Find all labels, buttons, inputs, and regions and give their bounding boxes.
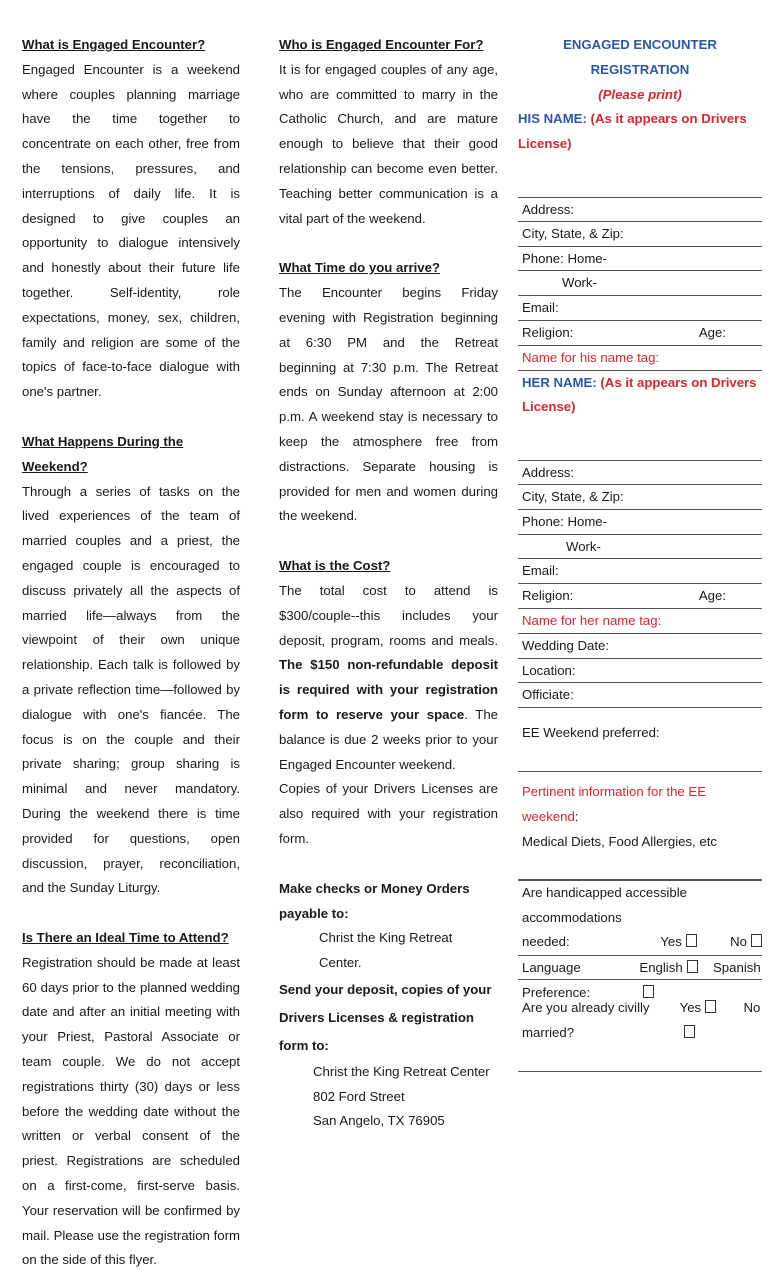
section-heading: What Time do you arrive? <box>279 260 440 276</box>
her-city-field[interactable]: City, State, & Zip: <box>518 485 762 510</box>
his-phone-home-field[interactable]: Phone: Home- <box>518 247 762 272</box>
column-1 <box>22 33 240 1273</box>
her-tag-field[interactable]: Name for her name tag: <box>518 609 762 634</box>
bottom-line <box>518 1046 762 1072</box>
handicapped-row: needed: Yes No <box>518 930 762 955</box>
his-religion-age-row[interactable]: Religion: Age: <box>518 321 762 346</box>
civil-yes-checkbox[interactable] <box>705 1000 716 1013</box>
ee-weekend-field[interactable]: EE Weekend preferred: <box>518 722 762 772</box>
section-body: Engaged Encounter is a weekend where couples planning marriage have the time together to concentrate on each other, free from the tensions, pressures, and interruptions of daily life. It is designed to give couples an opportunity to dialogue intensively and honestly about their future life together. Self-identity, role expectations, money, sex, children, family and religion are some of the topics of face-to-face dialogue with one's partner. <box>22 61 240 400</box>
his-tag-field[interactable]: Name for his name tag: <box>518 346 762 371</box>
handicapped-question: Are handicapped accessible accommodations <box>518 880 762 931</box>
civil-no-checkbox[interactable] <box>684 1025 695 1038</box>
his-city-field[interactable]: City, State, & Zip: <box>518 222 762 247</box>
pertinent-row: Pertinent information for the EE weekend: <box>522 784 706 824</box>
her-phone-work-field[interactable]: Work- <box>518 535 762 560</box>
his-email-field[interactable]: Email: <box>518 296 762 321</box>
address-line: Christ the King Retreat Center <box>313 1063 490 1079</box>
officiate-field[interactable]: Officiate: <box>518 683 762 708</box>
please-print: (Please print) <box>598 86 682 102</box>
section-heading: Who is Engaged Encounter For? <box>279 37 484 52</box>
section-heading: Is There an Ideal Time to Attend? <box>22 930 229 946</box>
her-phone-home-field[interactable]: Phone: Home- <box>518 510 762 535</box>
wedding-date-field[interactable]: Wedding Date: <box>518 634 762 659</box>
section-body: Through a series of tasks on the lived experiences of the team of married couples and a priest, the engaged couple is encouraged to discuss privately all the aspects of married life—always from the viewpoint of their own unique relationship. Each talk is followed by a private reflection time—followed by dialogue with one's fiancée. The focus is on the couple and their private sharing; group sharing is minimal and never mandatory. During the weekend there is time provided for questions, open discussion, prayer, reconciliation, and the Sunday Liturgy. <box>22 483 240 896</box>
section-body: It is for engaged couples of any age, who are committed to marry in the Catholic Church, and are mature enough to believe that their good relationship can become even better. Teaching better communication is a vital part of the weekend. <box>279 61 498 226</box>
form-title: ENGAGED ENCOUNTER REGISTRATION <box>563 37 717 77</box>
section-heading: What is Engaged Encounter? <box>22 37 206 52</box>
section-body: The Encounter begins Friday evening with Registration beginning at 6:30 PM and the Retreat beginning at 7:30 p.m. The Retreat ends on Sunday afternoon at 2:00 p.m. A weekend stay is necessary to keep the atmosphere free from distractions. Separate housing is provided for men and women during the weekend. <box>279 285 498 524</box>
her-religion-age-row[interactable]: Religion: Age: <box>518 584 762 609</box>
address-line: 802 Ford Street <box>313 1088 405 1104</box>
medical-field[interactable]: Medical Diets, Food Allergies, etc <box>518 830 762 880</box>
payable-label: Make checks or Money Orders payable to: <box>279 880 470 921</box>
her-name-row: HER NAME: (As it appears on Drivers License) <box>522 374 757 415</box>
his-phone-work-field[interactable]: Work- <box>518 271 762 296</box>
language-row: Language Preference: English Spanish <box>518 955 762 980</box>
her-address-field[interactable]: Address: <box>518 460 762 485</box>
section-heading: What Happens During the Weekend? <box>22 433 184 474</box>
registration-form <box>518 33 762 1072</box>
license-note: Copies of your Drivers Licenses are also required with your registration form. <box>279 781 498 846</box>
his-name-row: HIS NAME: (As it appears on Drivers License) <box>518 111 747 152</box>
address-line: San Angelo, TX 76905 <box>313 1113 445 1129</box>
section-heading: What is the Cost? <box>279 558 391 574</box>
english-checkbox[interactable] <box>687 960 698 973</box>
civil-row: Are you already civilly married? Yes No <box>522 999 761 1040</box>
handicapped-yes-checkbox[interactable] <box>686 934 697 947</box>
cost-body: The total cost to attend is $300/couple--this includes your deposit, program, rooms and meals. The $150 non-refundable deposit is required with your registration form to reserve your space. The balance is due 2 weeks prior to your Engaged Encounter weekend. <box>279 582 498 772</box>
location-field[interactable]: Location: <box>518 659 762 684</box>
handicapped-no-checkbox[interactable] <box>751 934 762 947</box>
her-email-field[interactable]: Email: <box>518 559 762 584</box>
section-body: Registration should be made at least 60 days prior to the planned wedding date and after an initial meeting with your Priest, Pastoral Associate or team couple. We do not accept registrations thirty (30) days or less before the wedding date without the written or verbal consent of the priest. Registrations are scheduled on a first-come, first-serve basis. Your reservation will be confirmed by mail. Please use the registration form on the side of this flyer. <box>22 954 240 1268</box>
payable-name: Christ the King Retreat Center. <box>319 930 453 971</box>
send-label: Send your deposit, copies of your Drivers Licenses & registration form to: <box>279 981 492 1053</box>
column-2 <box>279 33 498 1134</box>
his-address-field[interactable]: Address: <box>518 197 762 222</box>
